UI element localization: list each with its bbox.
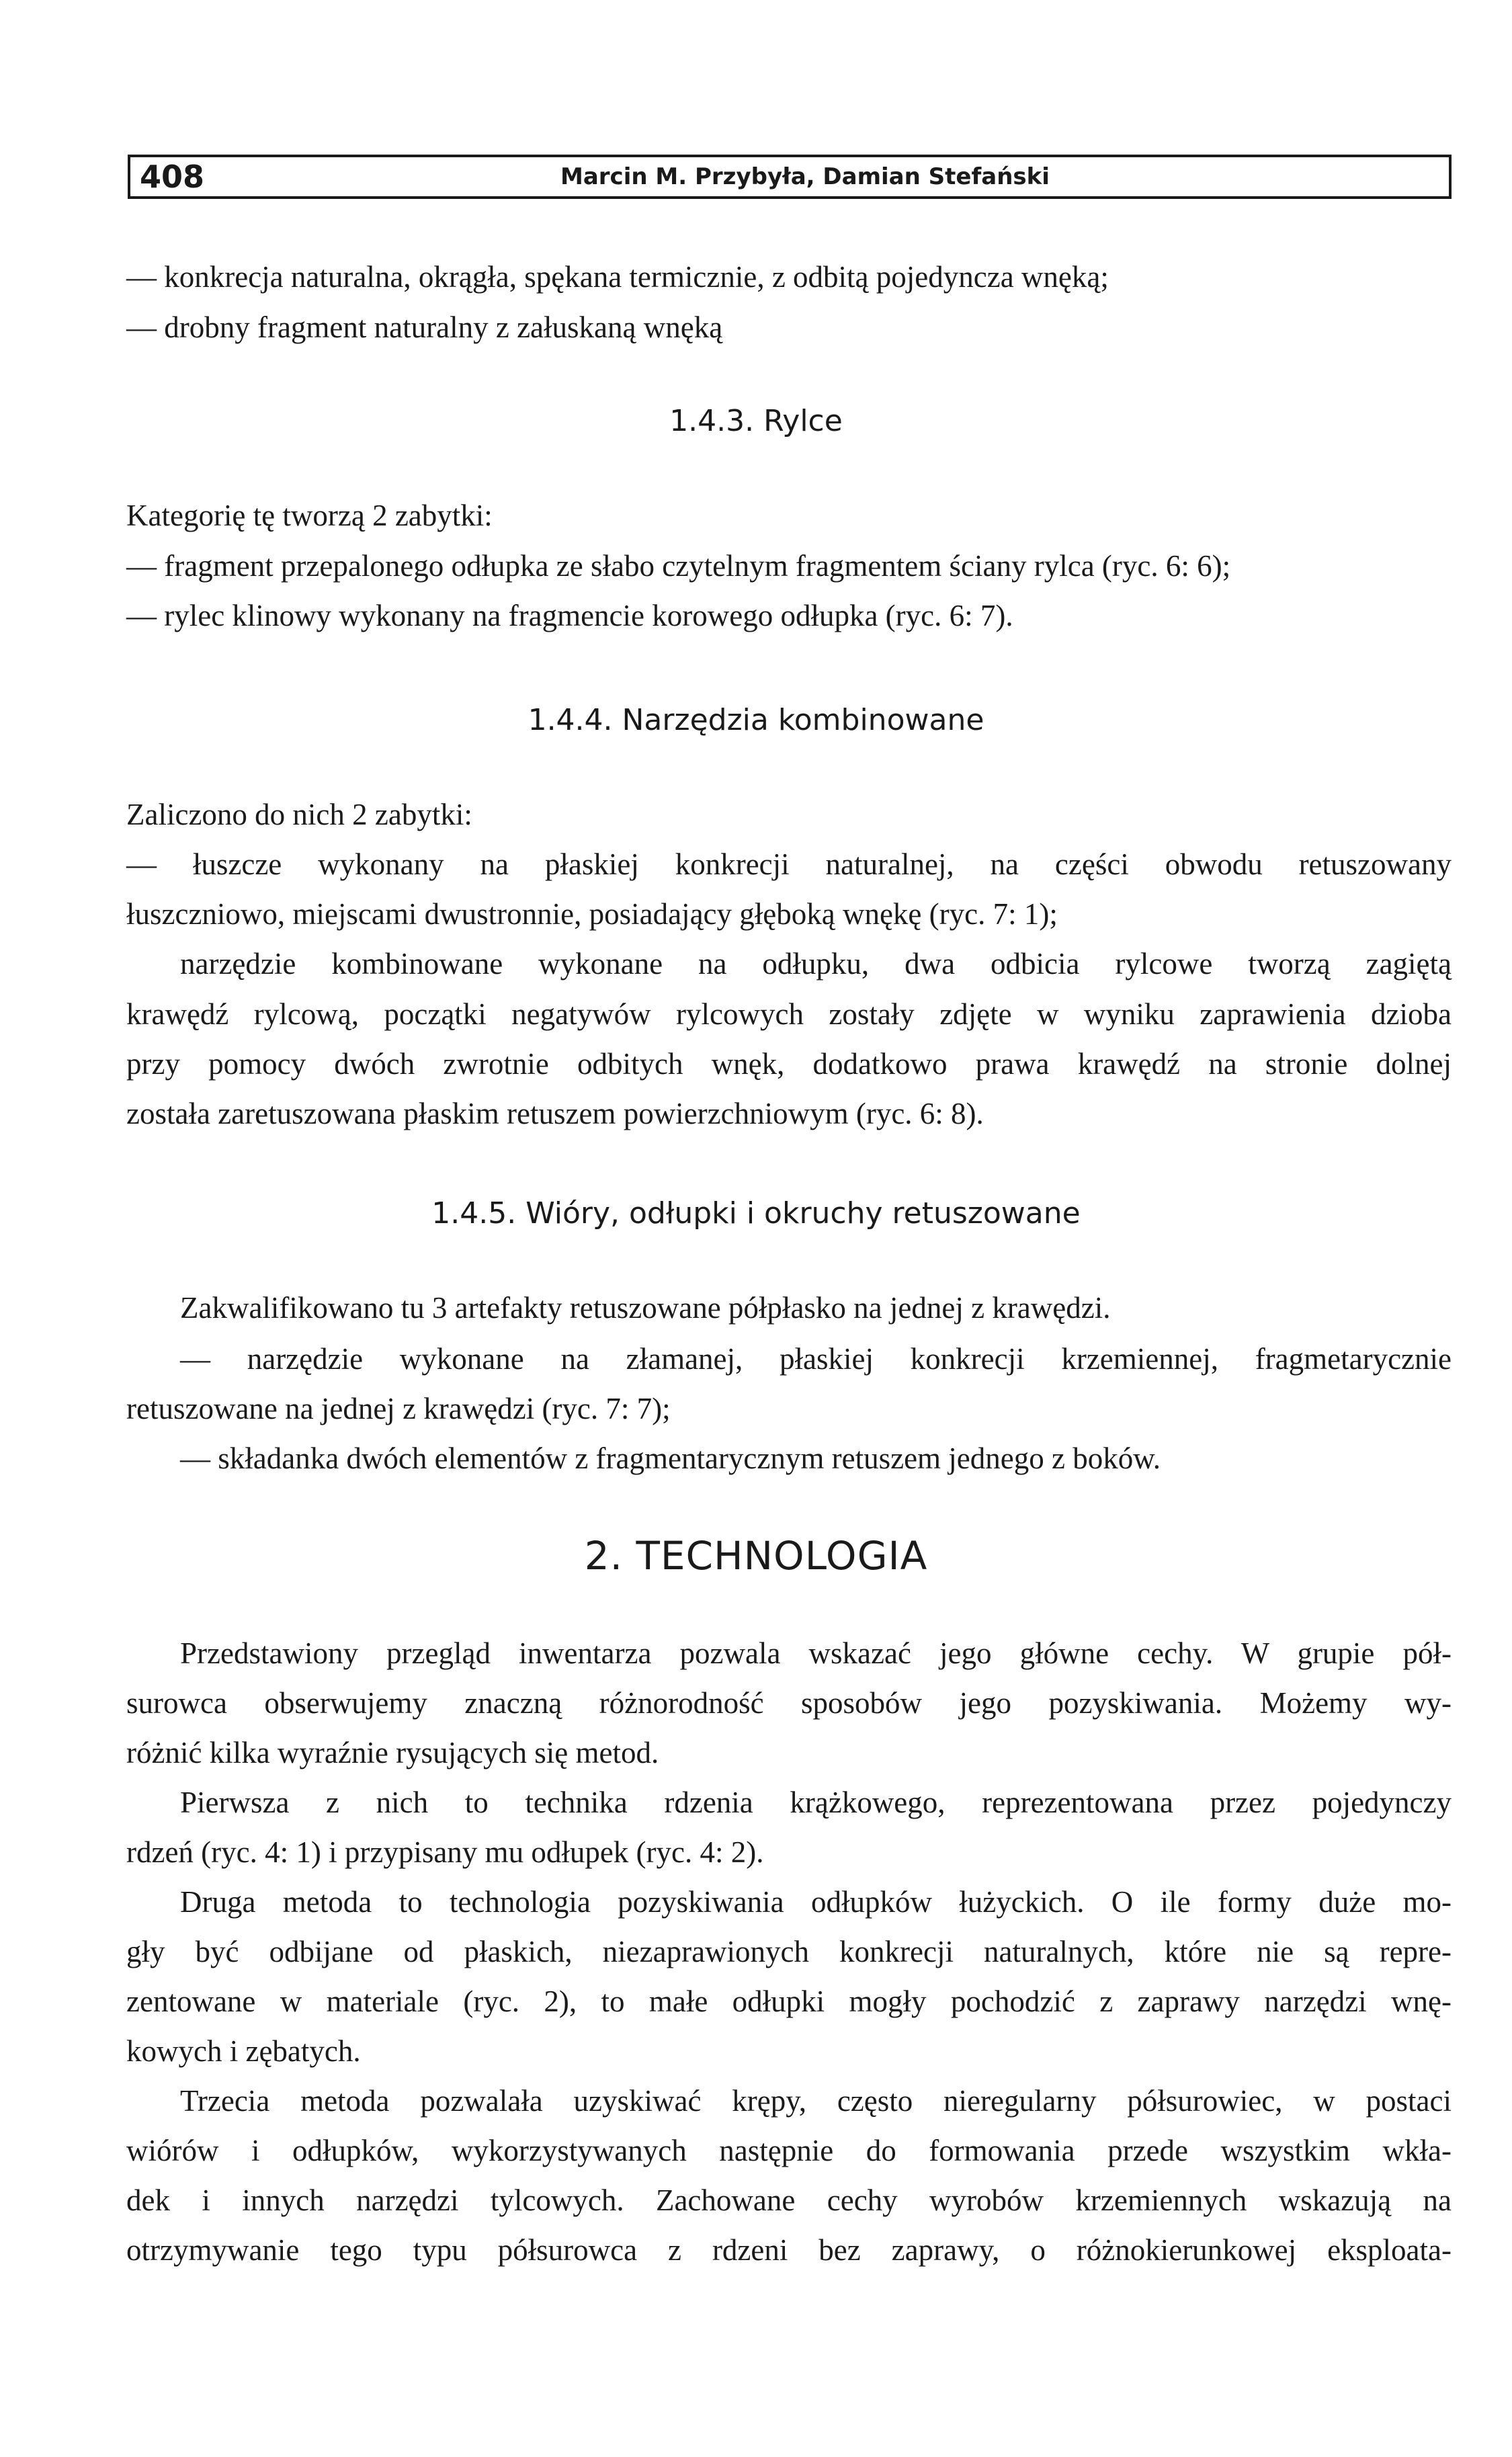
list-item-continuation: przy pomocy dwóch zwrotnie odbitych wnęk, dodatkowo prawa krawędź na stronie dolnej <box>126 1047 1452 1081</box>
list-item-continuation: została zaretuszowana płaskim retuszem powierzchniowym (ryc. 6: 8). <box>126 1097 984 1130</box>
list-item: — rylec klinowy wykonany na fragmencie korowego odłupka (ryc. 6: 7). <box>126 599 1013 632</box>
paragraph-line: Przedstawiony przegląd inwentarza pozwala wskazać jego główne cechy. W grupie pół- <box>180 1636 1452 1670</box>
page-number: 408 <box>140 159 205 195</box>
paragraph-line: kowych i zębatych. <box>126 2034 361 2068</box>
paragraph-line: Druga metoda to technologia pozyskiwania odłupków łużyckich. O ile formy duże mo- <box>180 1885 1452 1919</box>
paragraph-line: Kategorię tę tworzą 2 zabytki: <box>126 499 493 532</box>
list-item-continuation: krawędź rylcową, początki negatywów rylcowych zostały zdjęte w wyniku zaprawienia dzioba <box>126 997 1452 1031</box>
list-item: — drobny fragment naturalny z załuskaną wnęką <box>126 310 723 344</box>
paragraph-line: otrzymywanie tego typu półsurowca z rdzeni bez zaprawy, o różnokierunkowej eksploata- <box>126 2233 1452 2267</box>
paragraph-line: Trzecia metoda pozwalała uzyskiwać krępy, często nieregularny półsurowiec, w postaci <box>180 2084 1452 2118</box>
section-heading-1-4-3: 1.4.3. Rylce <box>669 404 843 438</box>
paragraph-line: Pierwsza z nich to technika rdzenia krążkowego, reprezentowana przez pojedynczy <box>180 1786 1452 1819</box>
list-item-continuation: retuszowane na jednej z krawędzi (ryc. 7: 7); <box>126 1392 671 1425</box>
chapter-heading-technologia: 2. TECHNOLOGIA <box>584 1533 928 1579</box>
paragraph-line: rdzeń (ryc. 4: 1) i przypisany mu odłupek (ryc. 4: 2). <box>126 1835 764 1869</box>
list-item-continuation: łuszczniowo, miejscami dwustronnie, posiadający głęboką wnękę (ryc. 7: 1); <box>126 897 1058 931</box>
paragraph-line: Zaliczono do nich 2 zabytki: <box>126 798 472 831</box>
list-item: — łuszcze wykonany na płaskiej konkrecji naturalnej, na części obwodu retuszowany <box>126 847 1452 881</box>
section-heading-1-4-4: 1.4.4. Narzędzia kombinowane <box>528 703 984 737</box>
paragraph-line: wiórów i odłupków, wykorzystywanych następnie do formowania przede wszystkim wkła- <box>126 2134 1452 2167</box>
paragraph-line: różnić kilka wyraźnie rysujących się metod. <box>126 1736 659 1769</box>
paragraph-line: surowca obserwujemy znaczną różnorodność sposobów jego pozyskiwania. Możemy wy- <box>126 1686 1452 1720</box>
list-item: — konkrecja naturalna, okrągła, spękana termicznie, z odbitą pojedyncza wnęką; <box>126 260 1109 294</box>
paragraph-line: Zakwalifikowano tu 3 artefakty retuszowane półpłasko na jednej z krawędzi. <box>180 1291 1111 1325</box>
section-heading-1-4-5: 1.4.5. Wióry, odłupki i okruchy retuszowane <box>431 1196 1081 1231</box>
running-header <box>128 155 1452 199</box>
paragraph-line: zentowane w materiale (ryc. 2), to małe odłupki mogły pochodzić z zaprawy narzędzi wnę- <box>126 1985 1452 2018</box>
paragraph-line: gły być odbijane od płaskich, niezaprawionych konkrecji naturalnych, które nie są repre- <box>126 1935 1452 1968</box>
running-header-authors: Marcin M. Przybyła, Damian Stefański <box>560 163 1050 190</box>
list-item: — fragment przepalonego odłupka ze słabo czytelnym fragmentem ściany rylca (ryc. 6: 6); <box>126 549 1231 583</box>
list-item: narzędzie kombinowane wykonane na odłupku, dwa odbicia rylcowe tworzą zagiętą <box>180 947 1452 981</box>
list-item: — narzędzie wykonane na złamanej, płaskiej konkrecji krzemiennej, fragmetarycznie <box>180 1342 1452 1376</box>
list-item: — składanka dwóch elementów z fragmentarycznym retuszem jednego z boków. <box>180 1442 1161 1475</box>
paragraph-line: dek i innych narzędzi tylcowych. Zachowane cechy wyrobów krzemiennych wskazują na <box>126 2183 1452 2217</box>
